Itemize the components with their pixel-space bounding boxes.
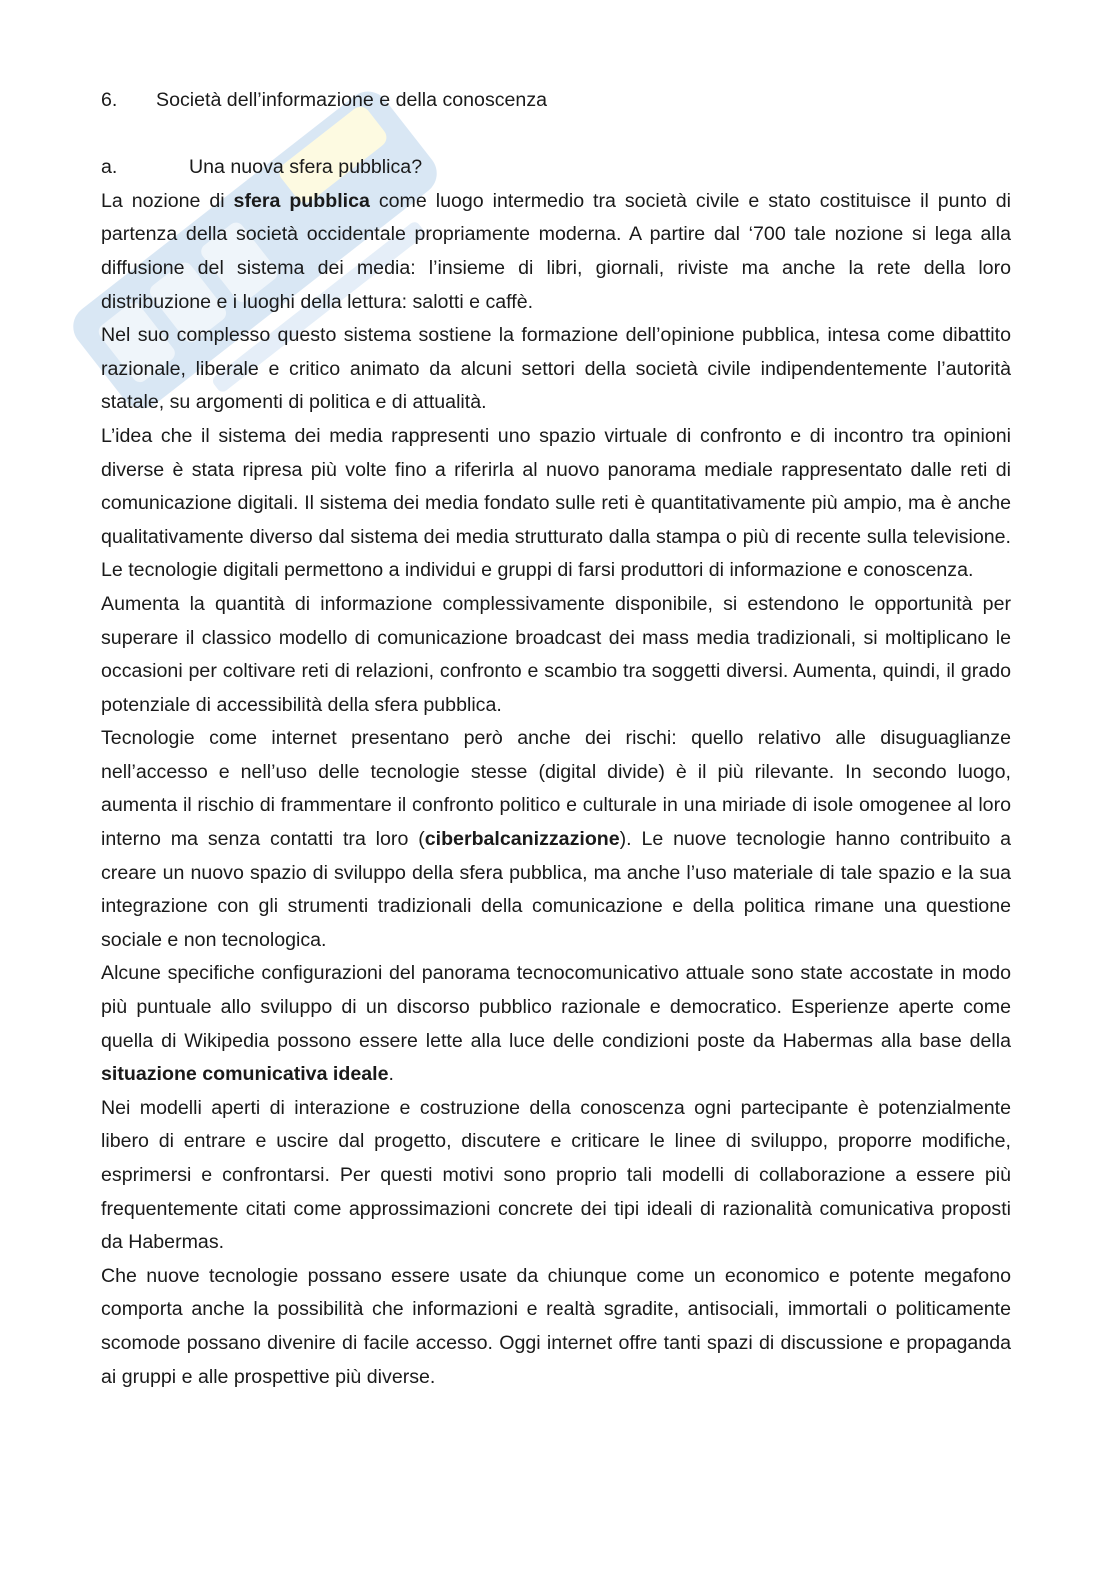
paragraph-1-text-c: come luogo intermedio tra società civile e stato costituisce il punto di partenza della società occidentale propriamente moderna. A partire dal ‘700 tale nozione si lega alla diffusione del sistema dei media: l’insieme di libri, giornali, riviste ma anche la rete della loro distribuzione e i luoghi della lettura: salotti e caffè. [101,189,1012,313]
paragraph-2: Nel suo complesso questo sistema sostiene la formazione dell’opinione pubblica, intesa come dibattito razionale, liberale e critico animato da alcuni settori della società civile indipendentemente l’autorità statale, su argomenti di politica e di attualità. [101,324,1011,414]
paragraph-6-text-a: Alcune specifiche configurazioni del panorama tecnocomunicativo attuale sono state accostate in modo più puntuale allo sviluppo di un discorso pubblico razionale e democratico. Esperienze aperte come quella di Wikipedia possono essere lette alla luce delle condizioni poste da Habermas alla base della [101,962,1011,1052]
section-heading [101,84,1011,118]
paragraph-1 [101,185,1011,319]
paragraph-4: Aumenta la quantità di informazione complessivamente disponibile, si estendono le opportunità per superare il classico modello di comunicazione broadcast dei mass media tradizionali, si moltiplicano le occasioni per coltivare reti di relazioni, confronto e scambio tra soggetti diversi. Aumenta, quindi, il grado potenziale di accessibilità della sfera pubblica. [101,592,1011,716]
paragraph-5 [101,722,1011,957]
paragraph-6 [101,957,1011,1091]
document-body [101,84,1011,1394]
term-ciberbalcanizzazione: ciberbalcanizzazione [424,828,620,851]
subsection-heading [101,151,1011,185]
paragraph-1-text-a: La nozione di [101,189,234,212]
paragraph-7: Nei modelli aperti di interazione e costruzione della conoscenza ogni partecipante è potenzialmente libero di entrare e uscire dal progetto, discutere e criticare le linee di sviluppo, proporre modifiche, esprimersi e confrontarsi. Per questi motivi sono proprio tali modelli di collaborazione a essere più frequentemente citati come approssimazioni concrete dei tipi ideali di razionalità comunicativa proposti da Habermas. [101,1096,1011,1254]
subsection-letter: a. [101,156,118,179]
paragraph-5-text-c: ). Le nuove tecnologie hanno contribuito a creare un nuovo spazio di sviluppo della sfera pubblica, ma anche l’uso materiale di tale spazio e la sua integrazione con gli strumenti tradizionali della comunicazione e della politica rimane una questione sociale e non tecnologica. [101,828,1011,951]
section-number: 6. [101,89,118,111]
paragraph-3: L’idea che il sistema dei media rappresenti uno spazio virtuale di confronto e di incontro tra opinioni diverse è stata ripresa più volte fino a riferirla al nuovo panorama mediale rappresentato dalle reti di comunicazione digitali. Il sistema dei media fondato sulle reti è quantitativamente più ampio, ma è anche qualitativamente diverso dal sistema dei media strutturato dalla stampa o più di recente sulla televisione. Le tecnologie digitali permettono a individui e gruppi di farsi produttori di informazione e conoscenza. [101,424,1011,582]
subsection-title: Una nuova sfera pubblica? [189,156,423,179]
section-title: Società dell’informazione e della conoscenza [156,89,548,111]
paragraph-8: Che nuove tecnologie possano essere usate da chiunque come un economico e potente megafono comporta anche la possibilità che informazioni e realtà sgradite, antisociali, immortali o politicamente scomode possano divenire di facile accesso. Oggi internet offre tanti spazi di discussione e propaganda ai gruppi e alle prospettive più diverse. [101,1264,1011,1388]
paragraph-6-text-c: . [388,1063,394,1086]
term-sfera-pubblica: sfera pubblica [233,189,370,212]
term-situazione-comunicativa-ideale: situazione comunicativa ideale [101,1063,389,1086]
paragraph-5-text-a: Tecnologie come internet presentano però anche dei rischi: quello relativo alle disuguaglianze nell’accesso e nell’uso delle tecnologie stesse (digital divide) è il più rilevante. In secondo luogo, aumenta il rischio di frammentare il confronto politico e culturale in una miriade di isole omogenee al loro interno ma senza contatti tra loro ( [101,727,1011,851]
